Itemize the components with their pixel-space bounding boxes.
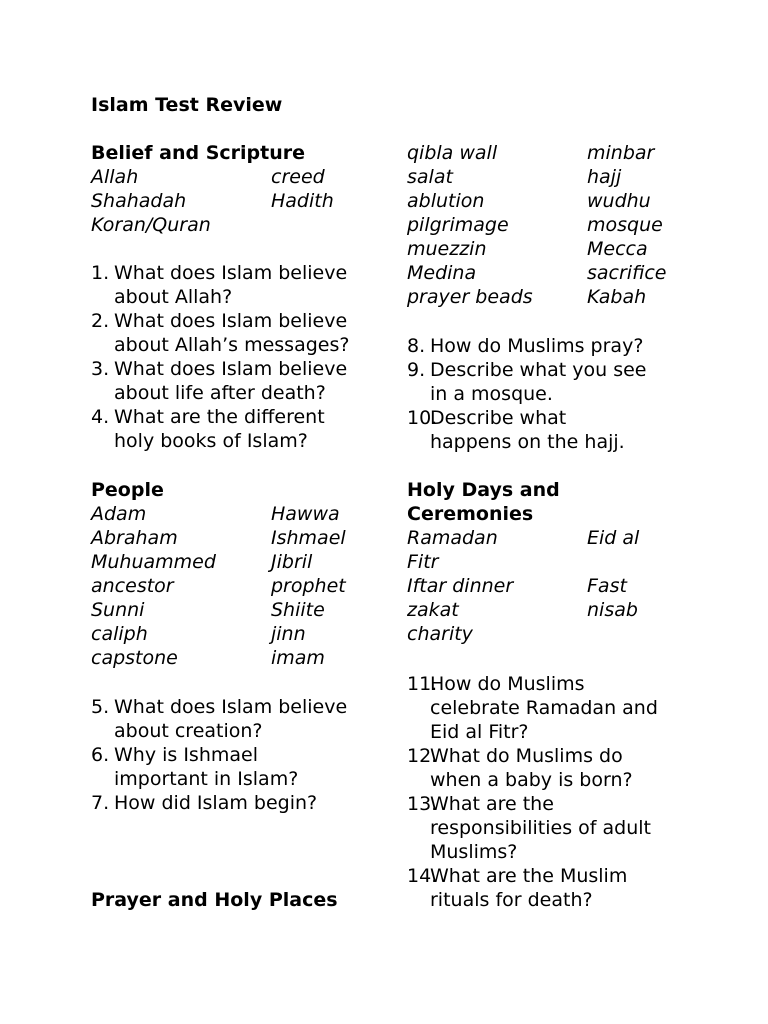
question-text-line: What are the <box>430 793 554 815</box>
term: minbar <box>587 142 655 164</box>
term: qibla wall <box>407 142 498 164</box>
question-text-line: How did Islam begin? <box>114 792 318 814</box>
question-text-line: What are the Muslim <box>430 865 628 887</box>
term: Hadith <box>271 190 334 212</box>
question-number: 9. <box>407 359 426 381</box>
question-number: 10. <box>407 407 438 429</box>
question-text-line: Muslims? <box>430 841 518 863</box>
question-text-line: What do Muslims do <box>430 745 623 767</box>
term: Allah <box>91 166 139 188</box>
question-number: 7. <box>91 792 110 814</box>
question-text-line: rituals for death? <box>430 889 593 911</box>
question-text-line: What does Islam believe <box>114 696 348 718</box>
question-number: 14. <box>407 865 438 887</box>
question-text-line: Eid al Fitr? <box>430 721 529 743</box>
question-text-line: Why is Ishmael <box>114 744 258 766</box>
question-number: 1. <box>91 262 110 284</box>
question-text-line: about creation? <box>114 720 263 742</box>
question-number: 12. <box>407 745 438 767</box>
term: sacrifice <box>587 262 667 284</box>
term: Kabah <box>587 286 647 308</box>
term: muezzin <box>407 238 487 260</box>
term: Hawwa <box>271 503 340 525</box>
term: Ishmael <box>271 527 346 549</box>
term: Muhuammed <box>91 551 216 573</box>
question-number: 3. <box>91 358 110 380</box>
term: ancestor <box>91 575 174 597</box>
term: Shiite <box>271 599 325 621</box>
term: Fast <box>587 575 627 597</box>
section-heading-belief: Belief and Scripture <box>91 142 306 164</box>
question-text-line: about Allah’s messages? <box>114 334 350 356</box>
question-number: 8. <box>407 335 426 357</box>
question-text-line: What does Islam believe <box>114 262 348 284</box>
section-heading-holy-days <box>407 478 560 526</box>
question-text-line: What does Islam believe <box>114 358 348 380</box>
question-text-line: when a baby is born? <box>430 769 633 791</box>
term: Fitr <box>407 551 439 573</box>
term: prayer beads <box>407 286 533 308</box>
section-heading-holy-days-line1: Holy Days and <box>407 479 560 501</box>
question-text-line: How do Muslims <box>430 673 585 695</box>
section-heading-holy-days-line2: Ceremonies <box>407 503 534 525</box>
term: jinn <box>271 623 306 645</box>
section-heading-prayer: Prayer and Holy Places <box>91 889 338 911</box>
question-number: 2. <box>91 310 110 332</box>
question-number: 6. <box>91 744 110 766</box>
term: imam <box>271 647 325 669</box>
question-text-line: happens on the hajj. <box>430 431 625 453</box>
question-text-line: about life after death? <box>114 382 326 404</box>
term: wudhu <box>587 190 651 212</box>
section-heading-people: People <box>91 479 164 501</box>
term: Sunni <box>91 599 145 621</box>
term: Mecca <box>587 238 648 260</box>
term: nisab <box>587 599 638 621</box>
question-text-line: about Allah? <box>114 286 233 308</box>
question-text-line: Describe what <box>430 407 567 429</box>
question-text-line: How do Muslims pray? <box>430 335 644 357</box>
term: hajj <box>587 166 622 188</box>
term: Medina <box>407 262 477 284</box>
question-text-line: celebrate Ramadan and <box>430 697 658 719</box>
term: mosque <box>587 214 663 236</box>
question-number: 13. <box>407 793 438 815</box>
question-number: 11. <box>407 673 438 695</box>
term: charity <box>407 623 473 645</box>
question-number: 4. <box>91 406 110 428</box>
question-number: 5. <box>91 696 110 718</box>
question-text-line: Describe what you see <box>430 359 647 381</box>
term: creed <box>271 166 325 188</box>
term: salat <box>407 166 453 188</box>
term: zakat <box>407 599 459 621</box>
question-text-line: holy books of Islam? <box>114 430 308 452</box>
term: Eid al <box>587 527 640 549</box>
term: Koran/Quran <box>91 214 211 236</box>
term: Ramadan <box>407 527 498 549</box>
page-title: Islam Test Review <box>91 94 283 116</box>
term: pilgrimage <box>407 214 509 236</box>
term: Adam <box>91 503 147 525</box>
term: Shahadah <box>91 190 187 212</box>
term: capstone <box>91 647 178 669</box>
term: Iftar dinner <box>407 575 514 597</box>
term: Jibril <box>271 551 313 573</box>
question-text-line: responsibilities of adult <box>430 817 651 839</box>
question-text-line: important in Islam? <box>114 768 299 790</box>
term: prophet <box>271 575 346 597</box>
question-text-line: in a mosque. <box>430 383 553 405</box>
term: ablution <box>407 190 485 212</box>
question-text-line: What does Islam believe <box>114 310 348 332</box>
term: caliph <box>91 623 148 645</box>
term: Abraham <box>91 527 178 549</box>
question-text-line: What are the different <box>114 406 325 428</box>
